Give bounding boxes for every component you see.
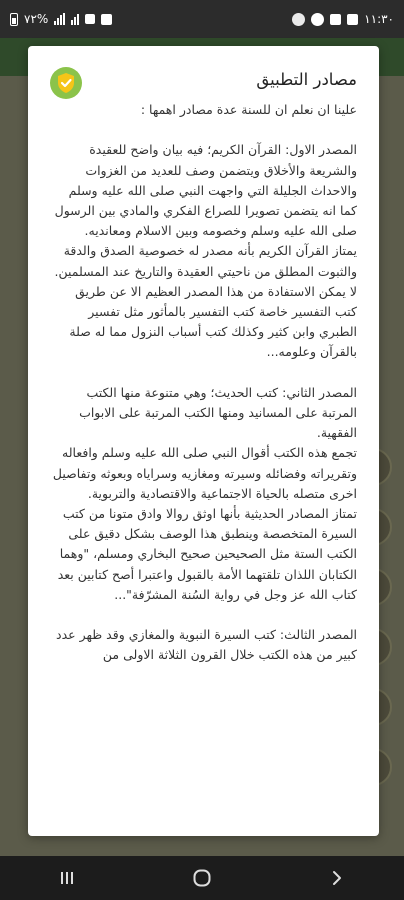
paragraph-intro: علينا ان نعلم ان للسنة عدة مصادر اهمها : (140, 102, 357, 117)
dialog-actions (28, 780, 379, 836)
paragraph-source-1: المصدر الاول: القرآن الكريم؛ فيه بيان واضح للعقيدة والشريعة والأخلاق ويتضمن وصف للعديد من الغزوات والاحداث الجليلة التي واجهت النبي صلى الله عليه وسلم كما انه يتضمن تصويرا للصراع الفكري والمادي بين الرسول صلى الله عليه وسلم وخصومه وبين الاسلام ومعانديه. يمتاز القرآن الكريم بأنه مصدر له خصوصية الصدق والدقة والثبوت المطلق من ناحيتي العقيدة والتاريخ عند المسلمين. لا يمكن الاستفادة من هذا المصدر العظيم الا عن طريق كتب التفسير خاصة كتب التفسير بالمأثور مثل تفسير الطبري وابن كثير وكذلك كتب أسباب النزول مما له صلة بالقرآن وعلومه... (54, 142, 357, 360)
recent-apps-icon (59, 870, 75, 886)
battery-icon (10, 13, 18, 26)
status-bar (0, 0, 404, 38)
paragraph-source-3: المصدر الثالث: كتب السيرة النبوية والمغازي وقد ظهر عدد كبير من هذه الكتب خلال القرون الثلاثة الاولى من (56, 627, 357, 663)
battery-percent: ٧٢% (24, 12, 49, 26)
gallery-icon (330, 14, 341, 25)
shield-check-icon (49, 66, 83, 100)
status-icons-left (10, 12, 112, 26)
paragraph-source-2: المصدر الثاني: كتب الحديث؛ وهي متنوعة منها الكتب المرتبة على المسانيد ومنها الكتب المرتبة على الابواب الفقهية. تجمع هذه الكتب أقوال النبي صلى الله عليه وسلم وافعاله وتقريراته وفضائله وسيرته ومغازيه وسراياه وبعوثه وتفاصيل اخرى متصله بالحياة الاجتماعية والاقتصادية والتربوية. تمتاز المصادر الحديثية بأنها اوثق روالا وادق متونا من كتب السيرة المتخصصة وينطبق هذا الوصف بشكل دقيق على الكتب الستة مثل الصحيحين صحيح البخاري ومسلم، "وهما الكتابان اللذان تلقتهما الأمة بالقبول واعتبرا أصح كتابين بعد كتاب الله عز وجل في رواية السُنة المشرّفة"... (52, 384, 357, 602)
wifi-icon (71, 13, 79, 25)
notification-icon (292, 13, 305, 26)
whatsapp-icon (311, 13, 324, 26)
back-arrow-icon (329, 870, 345, 886)
signal-icon (54, 13, 65, 25)
status-icons-right (292, 12, 394, 26)
recent-apps-button[interactable] (47, 863, 87, 893)
dialog-title: مصادر التطبيق (256, 70, 357, 89)
app-notification-icon (347, 14, 358, 25)
back-nav-button[interactable] (317, 863, 357, 893)
navigation-bar (0, 856, 404, 900)
dialog-content[interactable] (50, 100, 357, 776)
clock: ١١:٣٠ (364, 12, 394, 26)
home-button[interactable] (182, 863, 222, 893)
alarm-icon (85, 14, 95, 24)
sources-dialog (28, 46, 379, 836)
home-icon (192, 868, 212, 888)
screenshot-icon (101, 14, 112, 25)
